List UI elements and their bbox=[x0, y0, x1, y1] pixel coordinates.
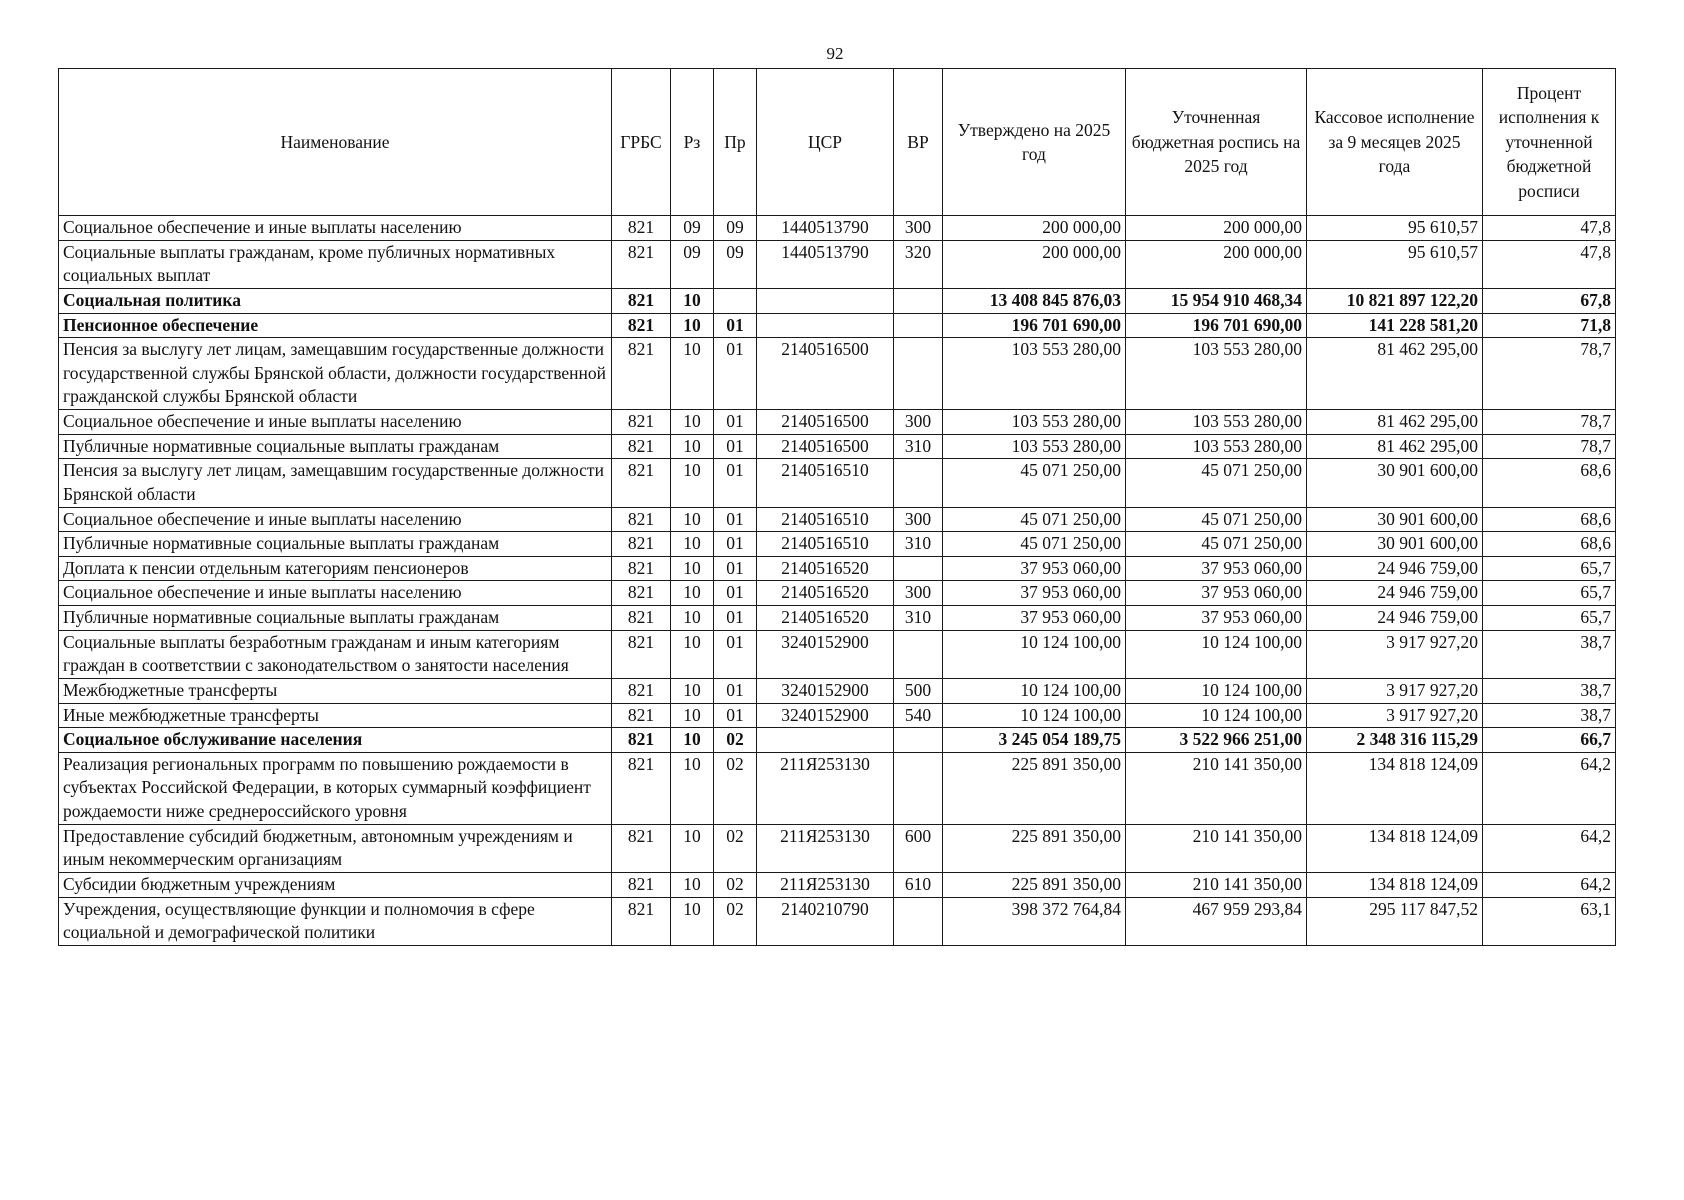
table-row bbox=[59, 288, 1616, 313]
cell-name: Публичные нормативные социальные выплаты гражданам bbox=[59, 606, 612, 631]
table-row bbox=[59, 703, 1616, 728]
cell-pr: 01 bbox=[714, 703, 757, 728]
budget-table bbox=[58, 68, 1616, 946]
cell-approved: 103 553 280,00 bbox=[943, 410, 1126, 435]
table-row bbox=[59, 410, 1616, 435]
table-row bbox=[59, 606, 1616, 631]
header-rz: Рз bbox=[671, 69, 714, 216]
cell-pr: 02 bbox=[714, 872, 757, 897]
table-row bbox=[59, 338, 1616, 410]
cell-csr: 2140516520 bbox=[757, 581, 894, 606]
cell-csr: 3240152900 bbox=[757, 678, 894, 703]
cell-approved: 13 408 845 876,03 bbox=[943, 288, 1126, 313]
cell-name: Учреждения, осуществляющие функции и полномочия в сфере социальной и демографической политики bbox=[59, 897, 612, 945]
cell-approved: 37 953 060,00 bbox=[943, 606, 1126, 631]
cell-csr: 211Я253130 bbox=[757, 872, 894, 897]
cell-refined: 45 071 250,00 bbox=[1126, 507, 1307, 532]
cell-name: Социальное обеспечение и иные выплаты населению bbox=[59, 410, 612, 435]
cell-refined: 37 953 060,00 bbox=[1126, 581, 1307, 606]
cell-executed: 141 228 581,20 bbox=[1307, 313, 1483, 338]
cell-approved: 10 124 100,00 bbox=[943, 678, 1126, 703]
cell-csr: 1440513790 bbox=[757, 240, 894, 288]
cell-rz: 10 bbox=[671, 581, 714, 606]
cell-executed: 2 348 316 115,29 bbox=[1307, 728, 1483, 753]
cell-vr: 540 bbox=[894, 703, 943, 728]
cell-pr bbox=[714, 288, 757, 313]
cell-name: Межбюджетные трансферты bbox=[59, 678, 612, 703]
cell-grbs: 821 bbox=[612, 872, 671, 897]
cell-pr: 01 bbox=[714, 338, 757, 410]
cell-csr: 2140516510 bbox=[757, 507, 894, 532]
cell-grbs: 821 bbox=[612, 459, 671, 507]
cell-approved: 103 553 280,00 bbox=[943, 338, 1126, 410]
cell-csr bbox=[757, 728, 894, 753]
cell-csr: 1440513790 bbox=[757, 216, 894, 241]
cell-vr bbox=[894, 459, 943, 507]
cell-refined: 210 141 350,00 bbox=[1126, 824, 1307, 872]
cell-csr: 211Я253130 bbox=[757, 752, 894, 824]
cell-refined: 10 124 100,00 bbox=[1126, 703, 1307, 728]
cell-rz: 10 bbox=[671, 507, 714, 532]
cell-rz: 10 bbox=[671, 288, 714, 313]
cell-refined: 103 553 280,00 bbox=[1126, 338, 1307, 410]
cell-refined: 10 124 100,00 bbox=[1126, 630, 1307, 678]
cell-refined: 200 000,00 bbox=[1126, 240, 1307, 288]
table-row bbox=[59, 459, 1616, 507]
table-row bbox=[59, 872, 1616, 897]
table-row bbox=[59, 313, 1616, 338]
cell-grbs: 821 bbox=[612, 216, 671, 241]
cell-approved: 3 245 054 189,75 bbox=[943, 728, 1126, 753]
cell-refined: 200 000,00 bbox=[1126, 216, 1307, 241]
header-name: Наименование bbox=[59, 69, 612, 216]
cell-pr: 01 bbox=[714, 581, 757, 606]
cell-refined: 37 953 060,00 bbox=[1126, 556, 1307, 581]
cell-grbs: 821 bbox=[612, 752, 671, 824]
cell-rz: 10 bbox=[671, 752, 714, 824]
cell-name: Публичные нормативные социальные выплаты гражданам bbox=[59, 434, 612, 459]
cell-pr: 01 bbox=[714, 459, 757, 507]
cell-vr: 300 bbox=[894, 410, 943, 435]
cell-grbs: 821 bbox=[612, 581, 671, 606]
cell-rz: 10 bbox=[671, 532, 714, 557]
cell-percent: 78,7 bbox=[1483, 434, 1616, 459]
header-executed: Кассовое исполнение за 9 месяцев 2025 года bbox=[1307, 69, 1483, 216]
table-row bbox=[59, 728, 1616, 753]
cell-grbs: 821 bbox=[612, 507, 671, 532]
cell-approved: 200 000,00 bbox=[943, 240, 1126, 288]
page-number: 92 bbox=[826, 44, 844, 63]
header-percent: Процент исполнения к уточненной бюджетной росписи bbox=[1483, 69, 1616, 216]
cell-executed: 24 946 759,00 bbox=[1307, 606, 1483, 631]
cell-approved: 37 953 060,00 bbox=[943, 581, 1126, 606]
table-row bbox=[59, 240, 1616, 288]
cell-vr: 320 bbox=[894, 240, 943, 288]
cell-pr: 01 bbox=[714, 556, 757, 581]
header-approved: Утверждено на 2025 год bbox=[943, 69, 1126, 216]
cell-refined: 210 141 350,00 bbox=[1126, 872, 1307, 897]
cell-refined: 45 071 250,00 bbox=[1126, 532, 1307, 557]
header-refined: Уточненная бюджетная роспись на 2025 год bbox=[1126, 69, 1307, 216]
cell-percent: 67,8 bbox=[1483, 288, 1616, 313]
cell-csr: 2140516500 bbox=[757, 338, 894, 410]
cell-name: Пенсия за выслугу лет лицам, замещавшим государственные должности государственной службы Брянской области, должности государственной гражданской службы Брянской области bbox=[59, 338, 612, 410]
cell-executed: 81 462 295,00 bbox=[1307, 338, 1483, 410]
cell-csr: 2140516500 bbox=[757, 410, 894, 435]
cell-approved: 200 000,00 bbox=[943, 216, 1126, 241]
cell-name: Социальная политика bbox=[59, 288, 612, 313]
table-row bbox=[59, 556, 1616, 581]
cell-rz: 10 bbox=[671, 434, 714, 459]
cell-percent: 65,7 bbox=[1483, 606, 1616, 631]
cell-rz: 10 bbox=[671, 556, 714, 581]
table-row bbox=[59, 581, 1616, 606]
cell-csr: 2140210790 bbox=[757, 897, 894, 945]
cell-grbs: 821 bbox=[612, 410, 671, 435]
cell-vr bbox=[894, 897, 943, 945]
cell-grbs: 821 bbox=[612, 897, 671, 945]
cell-grbs: 821 bbox=[612, 240, 671, 288]
cell-name: Реализация региональных программ по повышению рождаемости в субъектах Российской Федерации, в которых суммарный коэффициент рождаемости ниже среднероссийского уровня bbox=[59, 752, 612, 824]
cell-pr: 02 bbox=[714, 728, 757, 753]
cell-rz: 10 bbox=[671, 703, 714, 728]
cell-executed: 81 462 295,00 bbox=[1307, 434, 1483, 459]
cell-refined: 37 953 060,00 bbox=[1126, 606, 1307, 631]
cell-name: Социальное обеспечение и иные выплаты населению bbox=[59, 507, 612, 532]
cell-pr: 09 bbox=[714, 216, 757, 241]
cell-percent: 78,7 bbox=[1483, 338, 1616, 410]
cell-name: Иные межбюджетные трансферты bbox=[59, 703, 612, 728]
cell-csr: 2140516520 bbox=[757, 556, 894, 581]
cell-pr: 02 bbox=[714, 824, 757, 872]
table-row bbox=[59, 532, 1616, 557]
cell-pr: 01 bbox=[714, 507, 757, 532]
cell-pr: 01 bbox=[714, 678, 757, 703]
cell-name: Социальное обслуживание населения bbox=[59, 728, 612, 753]
cell-approved: 225 891 350,00 bbox=[943, 752, 1126, 824]
cell-approved: 103 553 280,00 bbox=[943, 434, 1126, 459]
cell-vr bbox=[894, 288, 943, 313]
cell-approved: 45 071 250,00 bbox=[943, 507, 1126, 532]
cell-rz: 10 bbox=[671, 313, 714, 338]
cell-rz: 10 bbox=[671, 728, 714, 753]
cell-approved: 398 372 764,84 bbox=[943, 897, 1126, 945]
cell-percent: 66,7 bbox=[1483, 728, 1616, 753]
header-vr: ВР bbox=[894, 69, 943, 216]
cell-approved: 37 953 060,00 bbox=[943, 556, 1126, 581]
cell-csr bbox=[757, 313, 894, 338]
cell-grbs: 821 bbox=[612, 824, 671, 872]
cell-percent: 38,7 bbox=[1483, 678, 1616, 703]
cell-percent: 47,8 bbox=[1483, 240, 1616, 288]
cell-pr: 01 bbox=[714, 434, 757, 459]
cell-vr bbox=[894, 630, 943, 678]
cell-name: Субсидии бюджетным учреждениям bbox=[59, 872, 612, 897]
cell-refined: 15 954 910 468,34 bbox=[1126, 288, 1307, 313]
cell-approved: 10 124 100,00 bbox=[943, 630, 1126, 678]
header-grbs: ГРБС bbox=[612, 69, 671, 216]
cell-vr: 610 bbox=[894, 872, 943, 897]
cell-csr: 3240152900 bbox=[757, 703, 894, 728]
cell-executed: 134 818 124,09 bbox=[1307, 872, 1483, 897]
table-row bbox=[59, 752, 1616, 824]
cell-executed: 30 901 600,00 bbox=[1307, 459, 1483, 507]
cell-name: Социальное обеспечение и иные выплаты населению bbox=[59, 581, 612, 606]
cell-grbs: 821 bbox=[612, 678, 671, 703]
cell-pr: 02 bbox=[714, 897, 757, 945]
cell-executed: 95 610,57 bbox=[1307, 216, 1483, 241]
cell-grbs: 821 bbox=[612, 313, 671, 338]
cell-csr: 2140516520 bbox=[757, 606, 894, 631]
cell-name: Социальные выплаты гражданам, кроме публичных нормативных социальных выплат bbox=[59, 240, 612, 288]
cell-percent: 65,7 bbox=[1483, 556, 1616, 581]
cell-csr bbox=[757, 288, 894, 313]
cell-percent: 64,2 bbox=[1483, 752, 1616, 824]
cell-vr: 500 bbox=[894, 678, 943, 703]
cell-pr: 01 bbox=[714, 532, 757, 557]
cell-csr: 211Я253130 bbox=[757, 824, 894, 872]
cell-refined: 210 141 350,00 bbox=[1126, 752, 1307, 824]
cell-name: Социальные выплаты безработным гражданам и иным категориям граждан в соответствии с законодательством о занятости населения bbox=[59, 630, 612, 678]
cell-executed: 134 818 124,09 bbox=[1307, 752, 1483, 824]
table-body bbox=[59, 216, 1616, 946]
cell-approved: 10 124 100,00 bbox=[943, 703, 1126, 728]
cell-rz: 10 bbox=[671, 410, 714, 435]
cell-vr: 300 bbox=[894, 216, 943, 241]
cell-executed: 3 917 927,20 bbox=[1307, 630, 1483, 678]
table-row bbox=[59, 507, 1616, 532]
cell-pr: 02 bbox=[714, 752, 757, 824]
cell-name: Доплата к пенсии отдельным категориям пенсионеров bbox=[59, 556, 612, 581]
table-row bbox=[59, 630, 1616, 678]
cell-name: Предоставление субсидий бюджетным, автономным учреждениям и иным некоммерческим организациям bbox=[59, 824, 612, 872]
cell-approved: 45 071 250,00 bbox=[943, 459, 1126, 507]
cell-vr bbox=[894, 728, 943, 753]
cell-refined: 196 701 690,00 bbox=[1126, 313, 1307, 338]
cell-approved: 225 891 350,00 bbox=[943, 824, 1126, 872]
cell-pr: 01 bbox=[714, 313, 757, 338]
cell-refined: 3 522 966 251,00 bbox=[1126, 728, 1307, 753]
cell-csr: 2140516510 bbox=[757, 532, 894, 557]
cell-percent: 65,7 bbox=[1483, 581, 1616, 606]
cell-refined: 10 124 100,00 bbox=[1126, 678, 1307, 703]
cell-grbs: 821 bbox=[612, 338, 671, 410]
table-header-row bbox=[59, 69, 1616, 216]
cell-vr bbox=[894, 556, 943, 581]
cell-percent: 38,7 bbox=[1483, 703, 1616, 728]
cell-executed: 3 917 927,20 bbox=[1307, 703, 1483, 728]
cell-rz: 10 bbox=[671, 630, 714, 678]
cell-executed: 81 462 295,00 bbox=[1307, 410, 1483, 435]
table-row bbox=[59, 216, 1616, 241]
cell-executed: 95 610,57 bbox=[1307, 240, 1483, 288]
table-row bbox=[59, 678, 1616, 703]
cell-rz: 09 bbox=[671, 216, 714, 241]
cell-executed: 24 946 759,00 bbox=[1307, 581, 1483, 606]
cell-percent: 68,6 bbox=[1483, 459, 1616, 507]
cell-pr: 01 bbox=[714, 630, 757, 678]
cell-executed: 134 818 124,09 bbox=[1307, 824, 1483, 872]
cell-grbs: 821 bbox=[612, 606, 671, 631]
cell-percent: 71,8 bbox=[1483, 313, 1616, 338]
cell-refined: 467 959 293,84 bbox=[1126, 897, 1307, 945]
cell-grbs: 821 bbox=[612, 630, 671, 678]
cell-vr: 310 bbox=[894, 532, 943, 557]
table-row bbox=[59, 897, 1616, 945]
cell-pr: 01 bbox=[714, 606, 757, 631]
cell-vr bbox=[894, 338, 943, 410]
cell-executed: 30 901 600,00 bbox=[1307, 507, 1483, 532]
cell-csr: 2140516500 bbox=[757, 434, 894, 459]
cell-percent: 78,7 bbox=[1483, 410, 1616, 435]
cell-rz: 10 bbox=[671, 678, 714, 703]
cell-percent: 64,2 bbox=[1483, 872, 1616, 897]
cell-vr bbox=[894, 313, 943, 338]
cell-grbs: 821 bbox=[612, 532, 671, 557]
table-row bbox=[59, 824, 1616, 872]
cell-grbs: 821 bbox=[612, 556, 671, 581]
cell-vr bbox=[894, 752, 943, 824]
cell-vr: 300 bbox=[894, 581, 943, 606]
cell-refined: 103 553 280,00 bbox=[1126, 410, 1307, 435]
cell-executed: 24 946 759,00 bbox=[1307, 556, 1483, 581]
cell-refined: 45 071 250,00 bbox=[1126, 459, 1307, 507]
cell-name: Социальное обеспечение и иные выплаты населению bbox=[59, 216, 612, 241]
cell-rz: 09 bbox=[671, 240, 714, 288]
header-pr: Пр bbox=[714, 69, 757, 216]
cell-percent: 47,8 bbox=[1483, 216, 1616, 241]
cell-vr: 310 bbox=[894, 606, 943, 631]
cell-pr: 09 bbox=[714, 240, 757, 288]
cell-vr: 310 bbox=[894, 434, 943, 459]
cell-rz: 10 bbox=[671, 824, 714, 872]
cell-approved: 196 701 690,00 bbox=[943, 313, 1126, 338]
cell-percent: 63,1 bbox=[1483, 897, 1616, 945]
cell-rz: 10 bbox=[671, 897, 714, 945]
cell-name: Публичные нормативные социальные выплаты гражданам bbox=[59, 532, 612, 557]
cell-percent: 68,6 bbox=[1483, 532, 1616, 557]
cell-csr: 3240152900 bbox=[757, 630, 894, 678]
cell-executed: 10 821 897 122,20 bbox=[1307, 288, 1483, 313]
cell-rz: 10 bbox=[671, 606, 714, 631]
table-row bbox=[59, 434, 1616, 459]
cell-rz: 10 bbox=[671, 872, 714, 897]
cell-vr: 600 bbox=[894, 824, 943, 872]
cell-pr: 01 bbox=[714, 410, 757, 435]
cell-grbs: 821 bbox=[612, 703, 671, 728]
header-csr: ЦСР bbox=[757, 69, 894, 216]
cell-approved: 45 071 250,00 bbox=[943, 532, 1126, 557]
cell-executed: 295 117 847,52 bbox=[1307, 897, 1483, 945]
cell-percent: 68,6 bbox=[1483, 507, 1616, 532]
cell-grbs: 821 bbox=[612, 288, 671, 313]
cell-name: Пенсионное обеспечение bbox=[59, 313, 612, 338]
cell-executed: 3 917 927,20 bbox=[1307, 678, 1483, 703]
cell-rz: 10 bbox=[671, 338, 714, 410]
cell-executed: 30 901 600,00 bbox=[1307, 532, 1483, 557]
cell-rz: 10 bbox=[671, 459, 714, 507]
cell-grbs: 821 bbox=[612, 728, 671, 753]
cell-grbs: 821 bbox=[612, 434, 671, 459]
cell-percent: 64,2 bbox=[1483, 824, 1616, 872]
cell-vr: 300 bbox=[894, 507, 943, 532]
cell-approved: 225 891 350,00 bbox=[943, 872, 1126, 897]
cell-name: Пенсия за выслугу лет лицам, замещавшим государственные должности Брянской области bbox=[59, 459, 612, 507]
cell-refined: 103 553 280,00 bbox=[1126, 434, 1307, 459]
cell-percent: 38,7 bbox=[1483, 630, 1616, 678]
cell-csr: 2140516510 bbox=[757, 459, 894, 507]
